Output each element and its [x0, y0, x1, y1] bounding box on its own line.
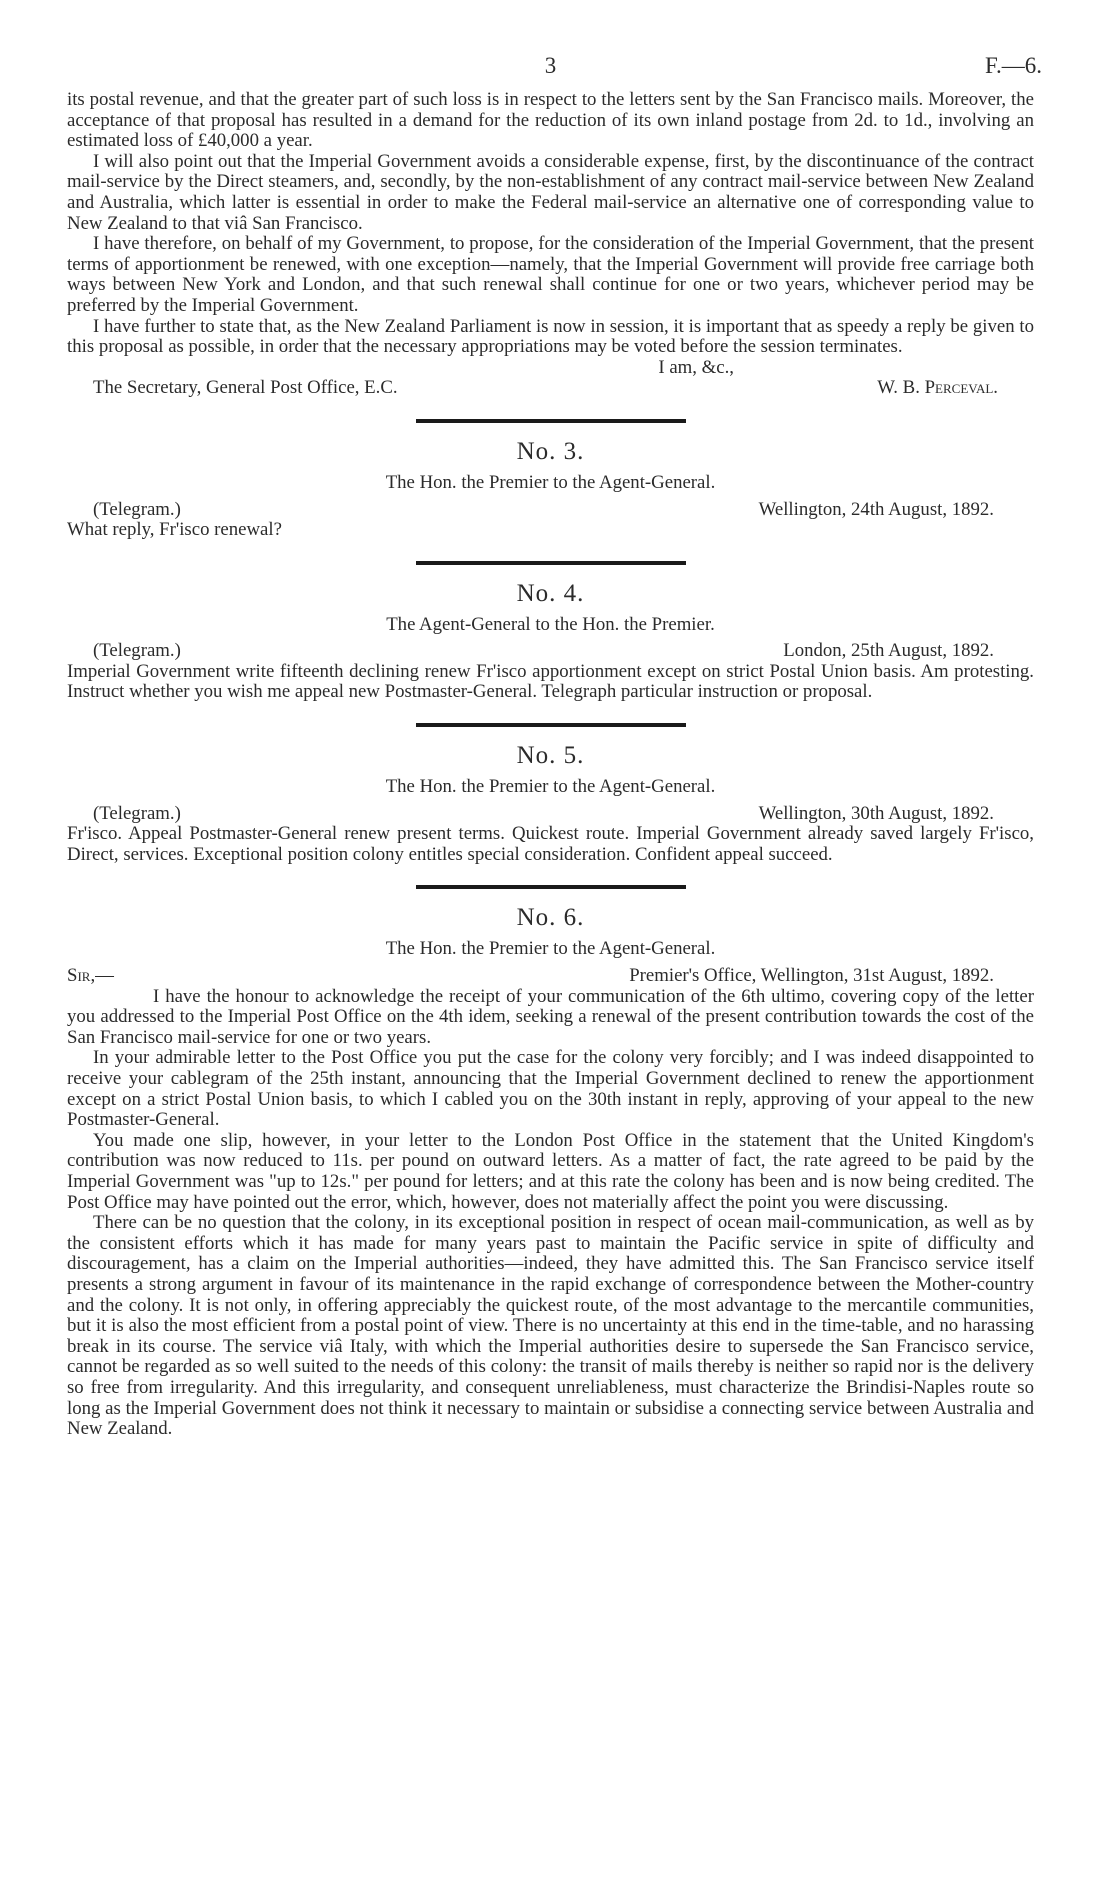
- section-divider: [416, 885, 686, 889]
- place-date: London, 25th August, 1892.: [783, 640, 994, 662]
- telegram-label: (Telegram.): [93, 802, 181, 824]
- telegram-header: [67, 804, 1034, 825]
- telegram-label: (Telegram.): [93, 498, 181, 520]
- telegram-body: What reply, Fr'isco renewal?: [67, 519, 282, 541]
- document-reference: F.—6.: [985, 53, 1042, 78]
- letter-continuation: [67, 90, 1034, 399]
- telegram-header: [67, 500, 1034, 521]
- telegram-body: Imperial Government write fifteenth declining renew Fr'isco apportionment except on strict Postal Union basis. Am protesting. Instruct whether you wish me appeal new Postmaster-General. Telegraph particular instruction or proposal.: [67, 660, 1034, 703]
- signature-row: [67, 378, 1034, 399]
- section-number: No. 4.: [516, 579, 585, 607]
- salutation: Sir,—: [67, 965, 114, 987]
- paragraph: I have therefore, on behalf of my Government, to propose, for the consideration of the Imperial Government, that the present terms of apportionment be renewed, with one exception—namely, that the Imperial Government will provide free carriage both ways between New York and London, and that such renewal shall continue for one or two years, whichever period may be preferred by the Imperial Government.: [67, 233, 1034, 316]
- telegram-label: (Telegram.): [93, 640, 181, 662]
- section-title: The Hon. the Premier to the Agent-General.: [385, 776, 716, 798]
- telegram-header: [67, 641, 1034, 662]
- section-no-3: [67, 437, 1034, 541]
- section-title: The Agent-General to the Hon. the Premier.: [386, 613, 715, 635]
- page-header: [67, 48, 1042, 90]
- place-date: Premier's Office, Wellington, 31st August, 1892.: [629, 965, 994, 987]
- signature: W. B. Perceval.: [877, 377, 998, 399]
- paragraph: its postal revenue, and that the greater part of such loss is in respect to the letters sent by the San Francisco mails. Moreover, the acceptance of that proposal has resulted in a demand for the reduction of its own inland postage from 2d. to 1d., involving an estimated loss of £40,000 a year.: [67, 89, 1034, 152]
- paragraph: In your admirable letter to the Post Office you put the case for the colony very forcibly; and I was indeed disappointed to receive your cablegram of the 25th instant, announcing that the Imperial Government declined to renew the apportionment except on a strict Postal Union basis, to which I cabled you on the 30th instant in reply, approving of your appeal to the new Postmaster-General.: [67, 1047, 1034, 1131]
- paragraph: I will also point out that the Imperial Government avoids a considerable expense, first, by the discontinuance of the contract mail-service by the Direct steamers, and, secondly, by the non-establishment of any contract mail-service between New Zealand and Australia, which latter is essential in order to make the Federal mail-service an alternative one of corresponding value to New Zealand to that viâ San Francisco.: [67, 150, 1034, 234]
- section-number: No. 6.: [516, 904, 585, 932]
- paragraph: I have the honour to acknowledge the receipt of your communication of the 6th ultimo, covering copy of the letter you addressed to the Imperial Post Office on the 4th idem, seeking a renewal of the present contribution towards the cost of the San Francisco mail-service for one or two years.: [67, 985, 1034, 1048]
- section-number: No. 3.: [516, 437, 585, 465]
- section-divider: [416, 419, 686, 423]
- addressee: The Secretary, General Post Office, E.C.: [93, 377, 398, 399]
- letter-header: [67, 966, 1034, 987]
- telegram-body: Fr'isco. Appeal Postmaster-General renew present terms. Quickest route. Imperial Government already saved largely Fr'isco, Direct, services. Exceptional position colony entitles special consideration. Confident appeal succeed.: [67, 823, 1034, 865]
- section-divider: [416, 723, 686, 727]
- section-title: The Hon. the Premier to the Agent-General.: [385, 938, 716, 960]
- place-date: Wellington, 30th August, 1892.: [758, 802, 994, 824]
- section-divider: [416, 561, 686, 565]
- paragraph: You made one slip, however, in your letter to the London Post Office in the statement that the United Kingdom's contribution was now reduced to 11s. per pound on outward letters. As a matter of fact, the rate agreed to be paid by the Imperial Government was "up to 12s." per pound for letters; and at this rate the colony has been and is now being credited. The Post Office may have pointed out the error, which, however, does not materially affect the point you were discussing.: [67, 1129, 1034, 1213]
- page-number: 3: [544, 53, 557, 78]
- place-date: Wellington, 24th August, 1892.: [758, 498, 994, 520]
- section-no-4: [67, 579, 1034, 703]
- section-no-5: [67, 741, 1034, 865]
- paragraph: I have further to state that, as the New Zealand Parliament is now in session, it is important that as speedy a reply be given to this proposal as possible, in order that the necessary appropriations may be voted before the session terminates.: [67, 315, 1034, 358]
- closing: I am, &c.,: [658, 356, 734, 378]
- section-title: The Hon. the Premier to the Agent-General.: [385, 471, 716, 493]
- section-no-6: [67, 903, 1034, 1439]
- paragraph: There can be no question that the colony, in its exceptional position in respect of ocean mail-communication, as well as by the consistent efforts which it has made for many years past to maintain the Pacific service in spite of difficulty and discouragement, has a claim on the Imperial authorities—indeed, they have admitted this. The San Francisco service itself presents a strong argument in favour of its maintenance in the rapid exchange of correspondence between the Mother-country and the colony. It is not only, in offering appreciably the quickest route, of the most advantage to the mercantile communities, but it is also the most efficient from a postal point of view. There is no uncertainty at this end in the time-table, and no harassing break in its course. The service viâ Italy, with which the Imperial authorities desire to supersede the San Francisco service, cannot be regarded as so well suited to the needs of this colony: the transit of mails thereby is neither so rapid nor is the delivery so free from irregularity. And this irregularity, and consequent unreliableness, must characterize the Brindisi-Naples route so long as the Imperial Government does not think it necessary to maintain or subsidise a connecting service between Australia and New Zealand.: [67, 1212, 1034, 1440]
- section-number: No. 5.: [516, 742, 585, 770]
